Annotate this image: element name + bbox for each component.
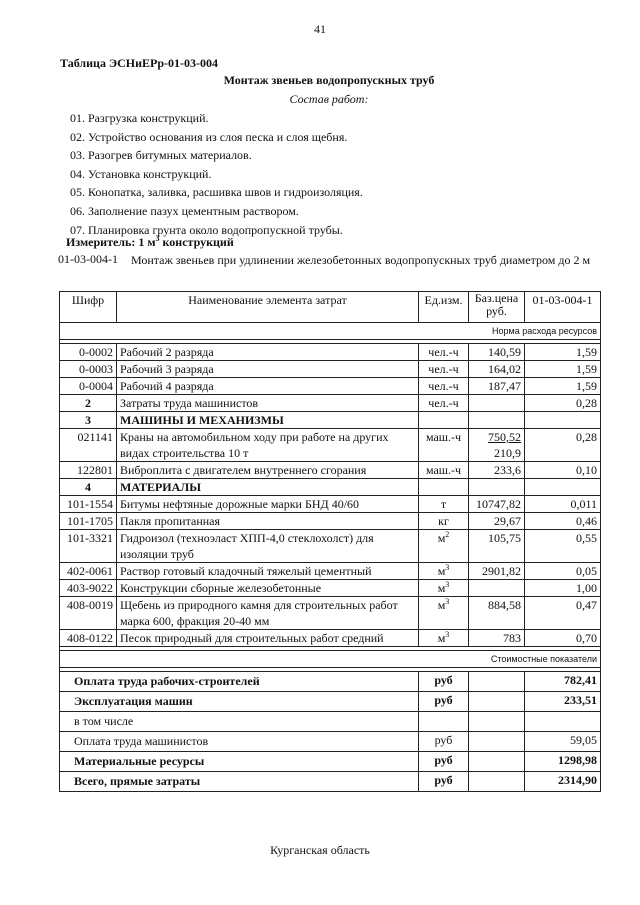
cost-row [60,672,601,692]
table-row [60,597,601,630]
header-code: Шифр [60,292,117,323]
unit-text: т [440,497,447,511]
cell-qty: 0,70 [525,630,601,647]
cost-label: Материальные ресурсы [60,752,419,772]
region-footer: Курганская область [270,843,370,857]
table-row [60,378,601,395]
cell-unit: маш.-ч [419,462,469,479]
cost-row [60,692,601,712]
cell-qty: 0,47 [525,597,601,630]
work-item: 02. Устройство основания из слоя песка и слоя щебня. [70,129,348,144]
unit-sup: 3 [445,580,450,589]
cell-price [469,395,525,412]
work-item: 04. Установка конструкций. [70,166,212,181]
resource-table [59,291,601,792]
section-row [60,412,601,429]
measurer-suffix: конструкций [159,235,234,249]
cell-code: 408-0019 [60,597,117,630]
table-row [60,462,601,479]
table-row [60,530,601,563]
works-heading: Состав работ: [289,92,369,106]
cell-price [469,580,525,597]
cell-price: 783 [469,630,525,647]
cost-empty [469,672,525,692]
measurer-label: Измеритель: 1 м [66,235,156,249]
cell-qty: 0,011 [525,496,601,513]
cost-unit [419,712,469,732]
cell-name: Рабочий 2 разряда [117,344,419,361]
table-row [60,395,601,412]
cell-unit: чел.-ч [419,344,469,361]
cost-value: 2314,90 [525,772,601,792]
cell-name: Щебень из природного камня для строительных работ марка 600, фракция 20-40 мм [117,597,419,630]
table-title: Таблица ЭСНиЕРр-01-03-004 [60,56,219,70]
cell-code: 0-0004 [60,378,117,395]
works-list [70,109,363,239]
cell-price: 10747,82 [469,496,525,513]
cell-price: 233,6 [469,462,525,479]
cell-qty: 0,46 [525,513,601,530]
unit-text: м [437,564,446,578]
cost-row [60,752,601,772]
cell-price: 105,75 [469,530,525,563]
cell-unit [419,513,469,530]
cell-price: 187,47 [469,378,525,395]
cell-code: 122801 [60,462,117,479]
table-row [60,580,601,597]
cell-name: Рабочий 4 разряда [117,378,419,395]
norm-code: 01-03-004-1 [58,252,118,266]
cell-price: 164,02 [469,361,525,378]
cell-price: 140,59 [469,344,525,361]
unit-sup: 3 [445,563,450,572]
cost-row [60,712,601,732]
cell-qty: 1,59 [525,344,601,361]
cost-unit: руб [419,772,469,792]
cost-empty [469,772,525,792]
measurer [66,235,234,250]
cell-qty: 0,28 [525,429,601,462]
cell-code: 4 [60,479,117,496]
table-row [60,429,601,462]
cell-name: Раствор готовый кладочный тяжелый цементный [117,563,419,580]
cell-code: 402-0061 [60,563,117,580]
unit-text: м [437,531,446,545]
section-row [60,479,601,496]
unit-text: м [437,598,446,612]
cost-label: Оплата труда рабочих-строителей [60,672,419,692]
cost-label: Всего, прямые затраты [60,772,419,792]
section-subtitle: Монтаж звеньев водопропускных труб [223,73,435,87]
cell-price [469,429,525,462]
price-value-secondary: 210,9 [494,446,521,460]
table-row [60,630,601,647]
work-item: 03. Разогрев битумных материалов. [70,148,252,163]
cost-unit: руб [419,672,469,692]
cell-code: 0-0002 [60,344,117,361]
cell-qty: 1,59 [525,361,601,378]
section-title: МАШИНЫ И МЕХАНИЗМЫ [117,412,419,429]
cell-unit [419,496,469,513]
cost-label: Оплата труда машинистов [60,732,419,752]
cell-code: 101-1554 [60,496,117,513]
header-name: Наименование элемента затрат [117,292,419,323]
unit-text: кг [438,514,449,528]
cell-code: 021141 [60,429,117,462]
price-value: 750,52 [488,430,521,444]
table-header-row [60,292,601,323]
norm-description: Монтаж звеньев при удлинении железобетонных водопропускных труб диаметром до 2 м [131,253,591,267]
cell-unit: чел.-ч [419,378,469,395]
table-row [60,344,601,361]
unit-text: м [437,581,446,595]
cost-value: 1298,98 [525,752,601,772]
cell-qty: 0,10 [525,462,601,479]
cell-price: 29,67 [469,513,525,530]
table-row [60,496,601,513]
header-price: Баз.цена руб. [469,292,525,323]
cell-name: Песок природный для строительных работ средний [117,630,419,647]
cost-unit: руб [419,732,469,752]
table-row [60,361,601,378]
work-item: 01. Разгрузка конструкций. [70,111,209,125]
cell-qty: 0,28 [525,395,601,412]
unit-sup: 3 [445,630,450,639]
page-number: 41 [314,22,326,36]
cell-code: 0-0003 [60,361,117,378]
cell-code: 3 [60,412,117,429]
cell-name: Гидроизол (техноэласт ХПП-4,0 стеклохолст) для изоляции труб [117,530,419,563]
work-item: 07. Планировка грунта около водопропускной трубы. [70,222,343,237]
cell-qty: 0,55 [525,530,601,563]
cost-label: в том числе [60,712,419,732]
cell-unit [419,597,469,630]
cell-name: Пакля пропитанная [117,513,419,530]
cost-empty [469,712,525,732]
cell-code: 408-0122 [60,630,117,647]
cost-row [60,772,601,792]
cell-code: 101-3321 [60,530,117,563]
cost-value: 782,41 [525,672,601,692]
cost-row [60,732,601,752]
table-row [60,513,601,530]
cell-unit: чел.-ч [419,395,469,412]
unit-sup: 3 [445,597,450,606]
cost-empty [469,732,525,752]
cost-empty [469,692,525,712]
cell-name: Битумы нефтяные дорожные марки БНД 40/60 [117,496,419,513]
cost-empty [469,752,525,772]
cell-price: 2901,82 [469,563,525,580]
cell-code: 101-1705 [60,513,117,530]
cost-label: Эксплуатация машин [60,692,419,712]
cell-name: Конструкции сборные железобетонные [117,580,419,597]
cell-unit [419,580,469,597]
cell-qty: 1,59 [525,378,601,395]
work-item: 05. Конопатка, заливка, расшивка швов и гидроизоляция. [70,185,363,200]
cell-code: 2 [60,395,117,412]
header-norm: 01-03-004-1 [525,292,601,323]
cell-name: Виброплита с двигателем внутреннего сгорания [117,462,419,479]
unit-sup: 2 [445,530,450,539]
cell-qty: 1,00 [525,580,601,597]
cell-unit: маш.-ч [419,429,469,462]
table-row [60,563,601,580]
cell-unit: чел.-ч [419,361,469,378]
cost-unit: руб [419,752,469,772]
unit-text: м [437,631,446,645]
cell-unit [419,563,469,580]
cost-value: 233,51 [525,692,601,712]
cost-value [525,712,601,732]
cell-name: Рабочий 3 разряда [117,361,419,378]
cell-qty: 0,05 [525,563,601,580]
cell-code: 403-9022 [60,580,117,597]
section-title: МАТЕРИАЛЫ [117,479,419,496]
cell-name: Затраты труда машинистов [117,395,419,412]
cell-unit [419,530,469,563]
work-item: 06. Заполнение пазух цементным раствором. [70,203,299,218]
cell-name: Краны на автомобильном ходу при работе на других видах строительства 10 т [117,429,419,462]
measurer-sup: 3 [155,234,160,243]
cost-caption: Стоимостные показатели [60,651,601,668]
cost-value: 59,05 [525,732,601,752]
cost-unit: руб [419,692,469,712]
norm-caption: Норма расхода ресурсов [60,323,601,340]
cell-price: 884,58 [469,597,525,630]
header-unit: Ед.изм. [419,292,469,323]
cell-unit [419,630,469,647]
